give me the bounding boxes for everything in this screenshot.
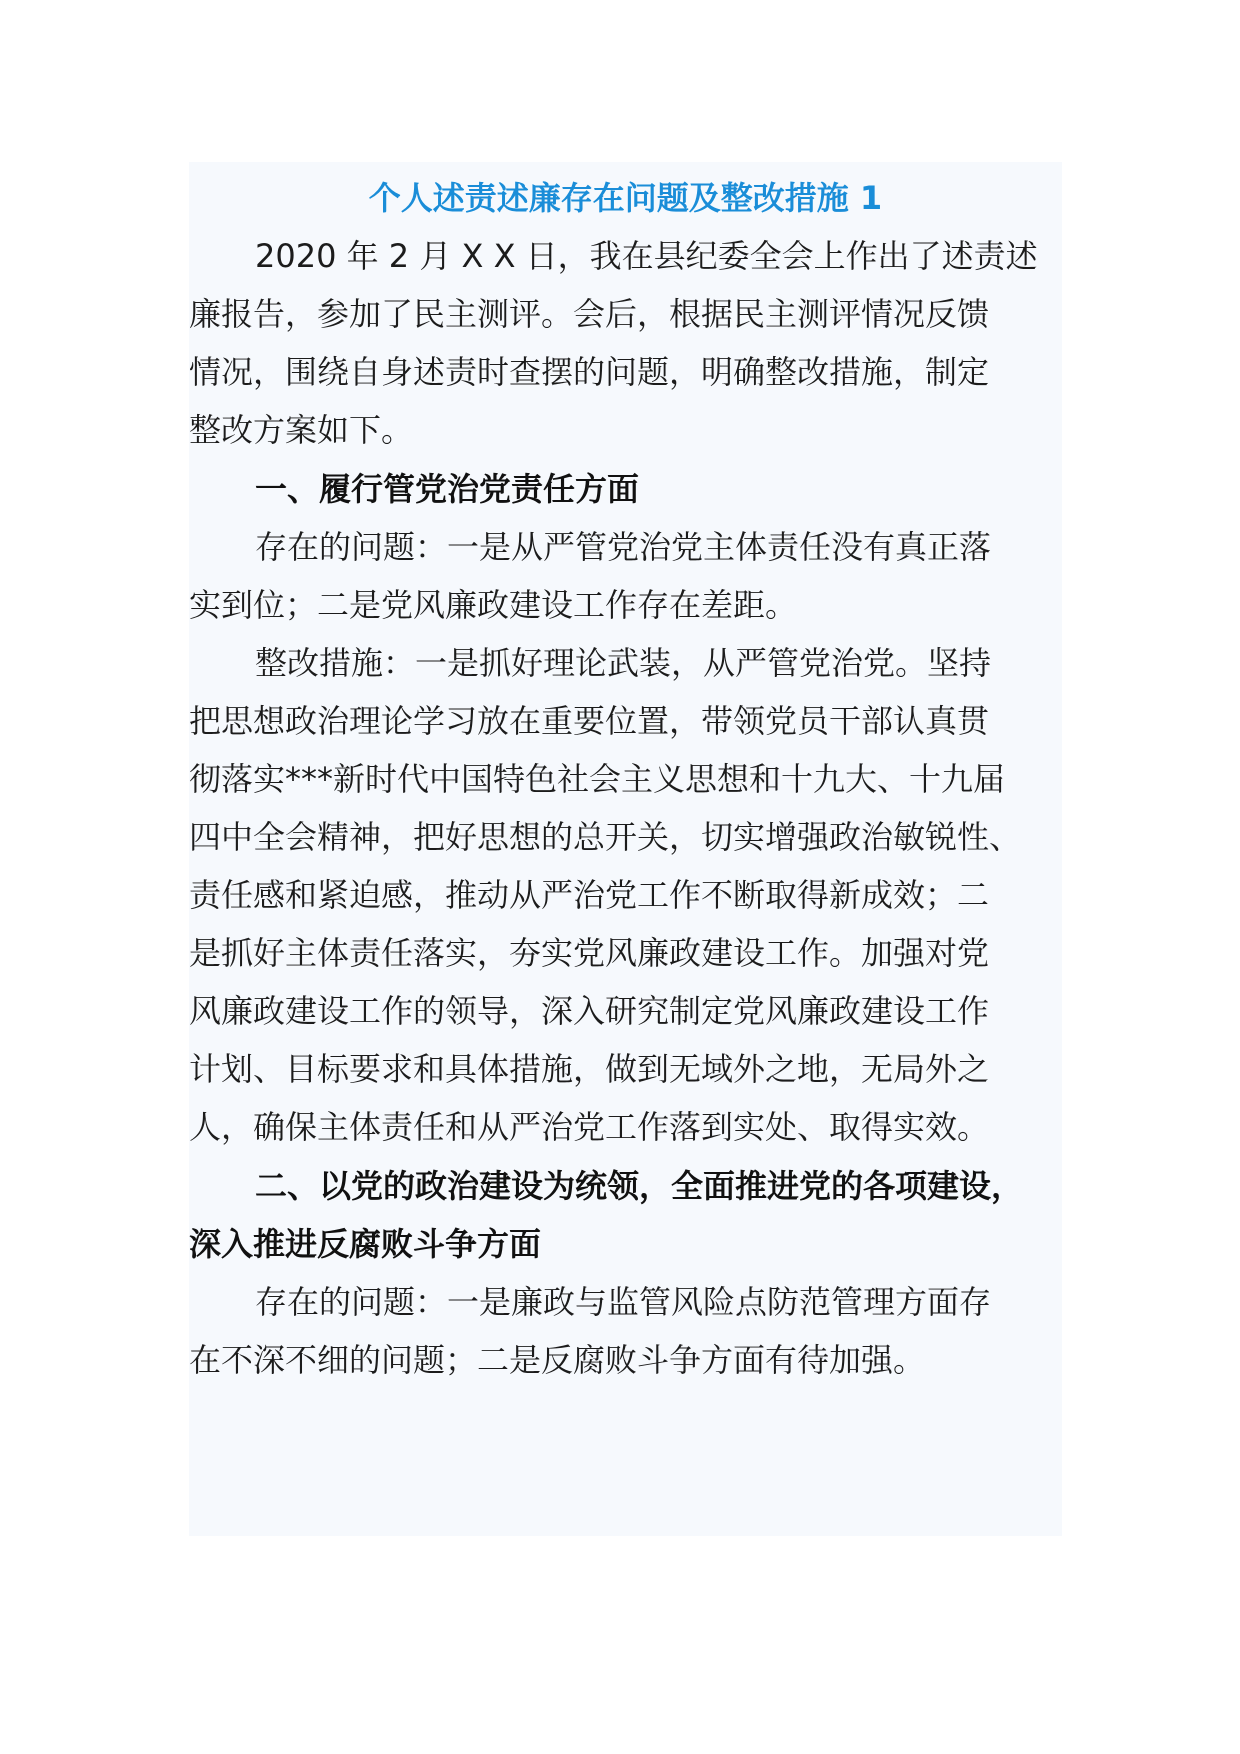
- paragraph-line: 存在的问题：一是廉政与监管风险点防范管理方面存: [255, 1283, 992, 1321]
- paragraph-line: 整改方案如下。: [189, 411, 414, 449]
- section-heading-2-cont: 深入推进反腐败斗争方面: [189, 1225, 542, 1263]
- paragraph-line: 风廉政建设工作的领导，深入研究制定党风廉政建设工作: [189, 992, 990, 1030]
- section-heading-1: 一、履行管党治党责任方面: [255, 470, 640, 508]
- paragraph-line: 是抓好主体责任落实，夯实党风廉政建设工作。加强对党: [189, 934, 990, 972]
- paragraph-line: 实到位；二是党风廉政建设工作存在差距。: [189, 586, 798, 624]
- paragraph-line: 整改措施：一是抓好理论武装，从严管党治党。坚持: [255, 644, 992, 682]
- paragraph-line: 情况，围绕自身述责时查摆的问题，明确整改措施，制定: [189, 353, 990, 391]
- paragraph-line: 计划、目标要求和具体措施，做到无域外之地，无局外之: [189, 1050, 990, 1088]
- paragraph-line: 存在的问题：一是从严管党治党主体责任没有真正落: [255, 528, 992, 566]
- paragraph-line: 彻落实***新时代中国特色社会主义思想和十九大、十九届: [189, 760, 1006, 798]
- paragraph-line: 四中全会精神，把好思想的总开关，切实增强政治敏锐性、: [189, 818, 1022, 856]
- section-heading-2: 二、以党的政治建设为统领，全面推进党的各项建设，: [255, 1167, 1024, 1205]
- paragraph-line: 在不深不细的问题；二是反腐败斗争方面有待加强。: [189, 1341, 926, 1379]
- paragraph-line: 把思想政治理论学习放在重要位置，带领党员干部认真贯: [189, 702, 990, 740]
- paragraph-line: 廉报告，参加了民主测评。会后，根据民主测评情况反馈: [189, 295, 990, 333]
- document-title: 个人述责述廉存在问题及整改措施 1: [368, 179, 883, 217]
- paragraph-line: 人，确保主体责任和从严治党工作落到实处、取得实效。: [189, 1108, 990, 1146]
- paragraph-line: 2020 年 2 月 X X 日，我在县纪委全会上作出了述责述: [255, 237, 1038, 275]
- paragraph-line: 责任感和紧迫感，推动从严治党工作不断取得新成效；二: [189, 876, 990, 914]
